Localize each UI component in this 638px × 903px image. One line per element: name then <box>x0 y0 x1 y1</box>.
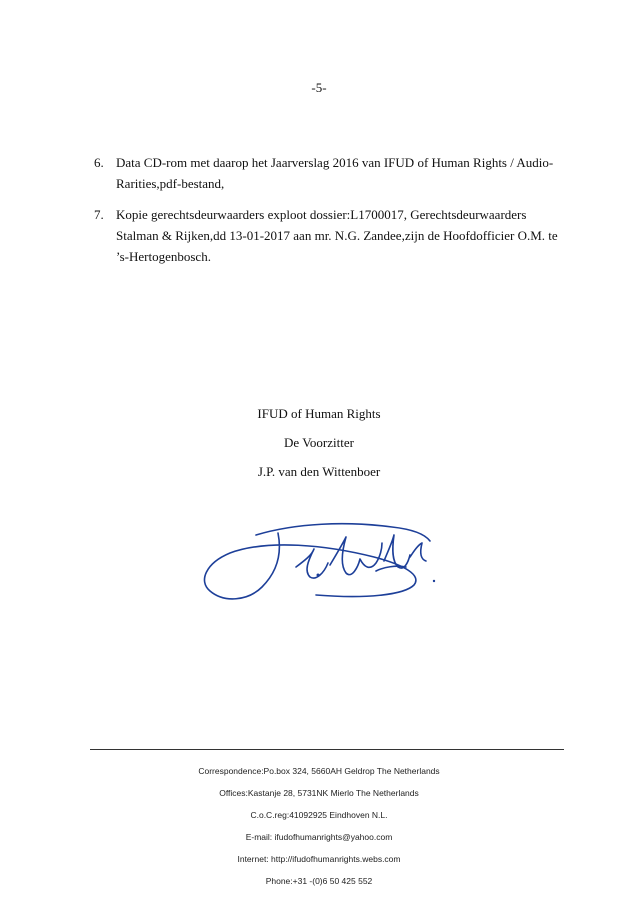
footer-offices: Offices:Kastanje 28, 5731NK Mierlo The Netherlands <box>219 788 419 798</box>
signature-name: J.P. van den Wittenboer <box>257 464 381 479</box>
footer-email: E-mail: ifudofhumanrights@yahoo.com <box>245 832 393 842</box>
list-item-number: 6. <box>94 155 104 170</box>
list-item-text: Kopie gerechtsdeurwaarders exploot dossier:L1700017, Gerechtsdeurwaarders Stalman & Rijken,dd 13-01-2017 aan mr. N.G. Zandee,zijn de Hoofdofficier O.M. te ’s-Hertogenbosch. <box>116 207 558 264</box>
footer-coc: C.o.C.reg:41092925 Eindhoven N.L. <box>250 810 388 820</box>
signature-organization: IFUD of Human Rights <box>257 406 381 421</box>
list-item-number: 7. <box>94 207 104 222</box>
footer <box>0 760 638 892</box>
list-item <box>94 152 564 194</box>
enclosure-list <box>94 152 564 277</box>
handwritten-signature <box>196 515 446 605</box>
signature-role: De Voorzitter <box>284 435 354 450</box>
footer-divider <box>90 749 564 750</box>
footer-correspondence: Correspondence:Po.box 324, 5660AH Geldrop The Netherlands <box>198 766 440 776</box>
footer-phone: Phone:+31 -(0)6 50 425 552 <box>265 876 373 886</box>
footer-internet: Internet: http://ifudofhumanrights.webs.com <box>237 854 401 864</box>
page-number: -5- <box>311 80 327 95</box>
list-item <box>94 204 564 267</box>
list-item-text: Data CD-rom met daarop het Jaarverslag 2016 van IFUD of Human Rights / Audio-Rarities,pdf-bestand, <box>116 155 554 191</box>
